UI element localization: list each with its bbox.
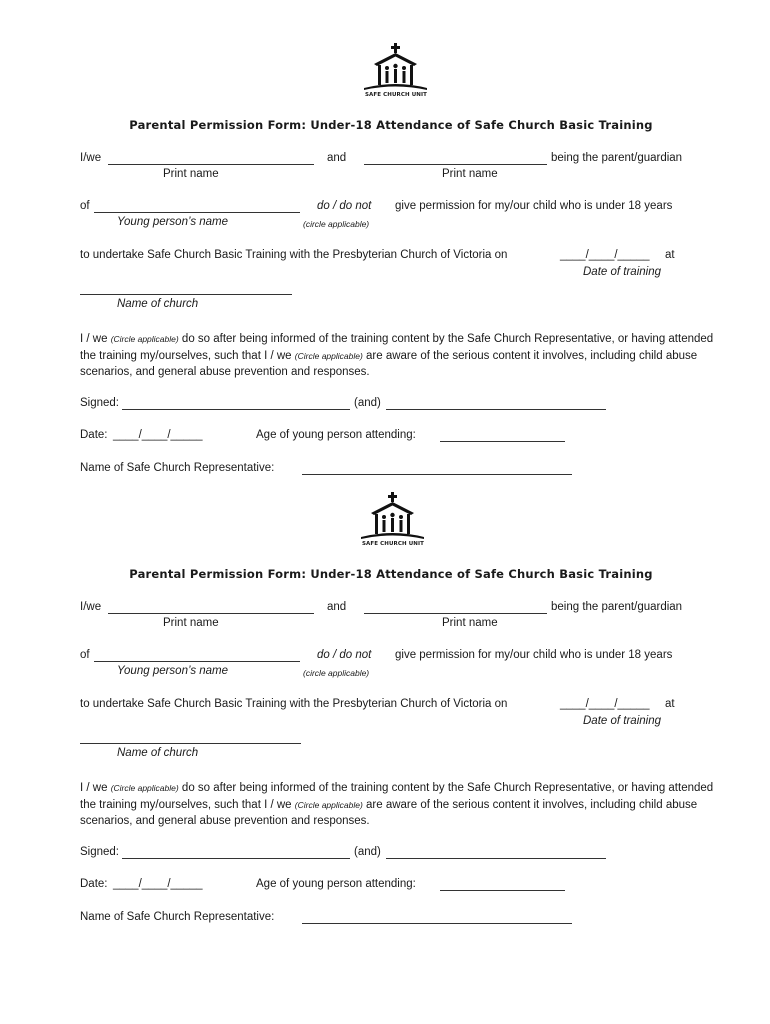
church-icon <box>360 42 432 92</box>
print-name-caption-1: Print name <box>163 617 219 629</box>
being-parent-label: being the parent/guardian <box>551 152 683 164</box>
consent-paragraph <box>80 331 720 381</box>
at-label: at <box>665 249 675 261</box>
form-title: Parental Permission Form: Under-18 Attendance of Safe Church Basic Training <box>129 567 653 581</box>
logo-text: SAFE CHURCH UNIT <box>364 92 427 98</box>
print-name-caption-2: Print name <box>442 168 498 180</box>
consent-paragraph <box>80 780 720 830</box>
circle-applicable-caption: (circle applicable) <box>303 668 370 678</box>
and-paren-label: (and) <box>354 397 381 409</box>
date-field[interactable]: ____/____/_____ <box>113 429 203 441</box>
training-date-field[interactable]: ____/____/_____ <box>560 249 650 261</box>
rep-label-1: Name of Safe Church Representative: <box>80 462 275 474</box>
young-person-caption: Young person’s name <box>117 665 229 677</box>
and-paren-label: (and) <box>354 846 381 858</box>
circle-applicable-1: (Circle applicable) <box>110 783 179 793</box>
iwe-label: I/we <box>80 601 102 613</box>
give-permission-label: give permission for my/our child who is under 18 years <box>395 200 673 212</box>
date-field[interactable]: ____/____/_____ <box>113 878 203 890</box>
signature-2-field[interactable] <box>386 409 606 410</box>
para-iwe: I / we <box>80 782 108 794</box>
para-text-1: do so after being informed of the training content by the Safe Church Representative, or having attended the training my/ourselves, such that I / we <box>80 333 714 362</box>
training-date-field[interactable]: ____/____/_____ <box>560 698 650 710</box>
para-text-1: do so after being informed of the training content by the Safe Church Representative, or having attended the training my/ourselves, such that I / we <box>80 782 714 811</box>
young-person-name-field[interactable] <box>94 212 300 213</box>
church-icon <box>357 491 429 541</box>
undertake-label: to undertake Safe Church Basic Training with the Presbyterian Church of Victoria on <box>80 249 508 261</box>
print-name-caption-2: Print name <box>442 617 498 629</box>
circle-applicable-2: (Circle applicable) <box>294 350 363 361</box>
young-person-name-field[interactable] <box>94 661 300 662</box>
print-name-1-field[interactable] <box>108 164 314 165</box>
name-of-church-caption: Name of church <box>117 298 199 310</box>
date-label: Date: <box>80 429 108 441</box>
print-name-caption-1: Print name <box>163 168 219 180</box>
print-name-1-field[interactable] <box>108 613 314 614</box>
circle-applicable-1: (Circle applicable) <box>110 334 179 344</box>
give-permission-label: give permission for my/our child who is under 18 years <box>395 649 673 661</box>
para-text-2: are aware of the serious content it involves, including child abuse scenarios, and general abuse prevention and responses. <box>80 798 698 827</box>
permission-form-1 <box>0 0 770 450</box>
do-do-not-option[interactable]: do / do not <box>317 649 372 661</box>
circle-applicable-2: (Circle applicable) <box>294 799 363 810</box>
date-of-training-caption: Date of training <box>583 715 661 727</box>
of-label: of <box>80 649 90 661</box>
circle-applicable-caption: (circle applicable) <box>303 219 370 229</box>
iwe-label: I/we <box>80 152 102 164</box>
and-label: and <box>327 601 347 613</box>
name-of-church-caption: Name of church <box>117 747 199 759</box>
signed-label: Signed: <box>80 846 120 858</box>
print-name-2-field[interactable] <box>364 164 547 165</box>
para-text-2: are aware of the serious content it involves, including child abuse scenarios, and general abuse prevention and responses. <box>80 349 698 378</box>
being-parent-label: being the parent/guardian <box>551 601 683 613</box>
young-person-caption: Young person’s name <box>117 216 229 228</box>
do-do-not-option[interactable]: do / do not <box>317 200 372 212</box>
age-label: Age of young person attending: <box>256 878 416 890</box>
church-name-field[interactable] <box>80 743 301 744</box>
form-title: Parental Permission Form: Under-18 Attendance of Safe Church Basic Training <box>129 118 653 132</box>
date-label: Date: <box>80 878 108 890</box>
signature-2-field[interactable] <box>386 858 606 859</box>
of-label: of <box>80 200 90 212</box>
rep-name-field-2[interactable] <box>302 923 572 924</box>
para-iwe: I / we <box>80 333 108 345</box>
and-label: and <box>327 152 347 164</box>
church-name-field[interactable] <box>80 294 292 295</box>
date-of-training-caption: Date of training <box>583 266 661 278</box>
age-field[interactable] <box>440 441 565 442</box>
undertake-label: to undertake Safe Church Basic Training with the Presbyterian Church of Victoria on <box>80 698 508 710</box>
safe-church-logo <box>357 491 429 551</box>
age-label: Age of young person attending: <box>256 429 416 441</box>
age-field[interactable] <box>440 890 565 891</box>
logo-text: SAFE CHURCH UNIT <box>361 541 424 547</box>
permission-form-2 <box>0 449 770 899</box>
at-label: at <box>665 698 675 710</box>
print-name-2-field[interactable] <box>364 613 547 614</box>
signature-1-field[interactable] <box>122 858 350 859</box>
safe-church-logo <box>360 42 432 102</box>
signature-1-field[interactable] <box>122 409 350 410</box>
signed-label: Signed: <box>80 397 120 409</box>
rep-label-2: Name of Safe Church Representative: <box>80 911 275 923</box>
